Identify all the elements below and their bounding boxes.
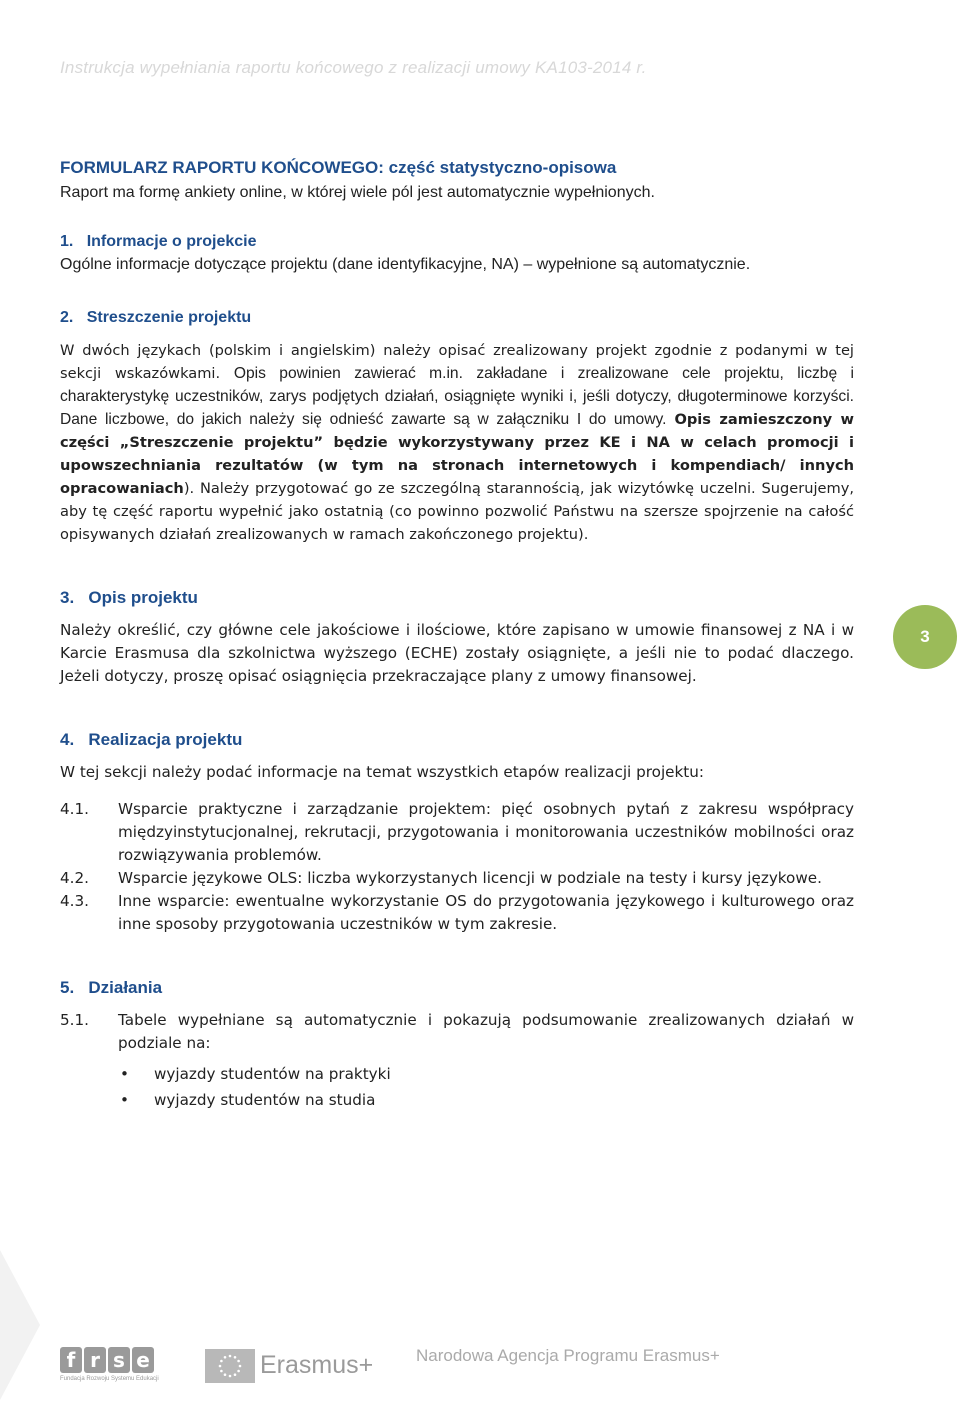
section-4-title: Realizacja projektu — [88, 730, 243, 749]
bullet-item — [118, 1087, 854, 1113]
bullet-text: wyjazdy studentów na studia — [154, 1091, 376, 1109]
form-subtitle: Raport ma formę ankiety online, w której wiele pól jest automatycznie wypełnionych. — [60, 184, 655, 201]
section-4-list — [60, 798, 854, 936]
section-3-text: Należy określić, czy główne cele jakościowe i ilościowe, które zapisano w umowie finansowej z NA i w Karcie Erasmusa dla szkolnictwa wyższego (ECHE) zostały osiągnięte, a jeśli nie to podać dlaczego. Jeżeli dotyczy, proszę opisać osiągnięcia przekraczające plany z umowy finansowej. — [60, 621, 854, 685]
section-1-number: 1. — [60, 233, 74, 250]
section-1-heading — [60, 230, 854, 253]
list-item — [60, 890, 854, 936]
section-2-p2: Opis powinien zawierać m.in. zakładane i zrealizowane cele projektu, liczbę i charakterystykę uczestników, zarys podjętych działań, osiągnięte wyniki i, jeśli dotyczy, długoterminowe korzyści. — [60, 365, 854, 405]
list-item-text: Tabele wypełniane są automatycznie i pokazują podsumowanie zrealizowanych działań w podziale na: — [118, 1011, 854, 1052]
list-item — [60, 867, 854, 890]
section-5-number: 5. — [60, 978, 75, 997]
list-item-number: 4.3. — [60, 892, 89, 910]
section-5-title: Działania — [88, 978, 163, 997]
section-3-title: Opis projektu — [88, 588, 198, 607]
section-5-list — [60, 1009, 854, 1055]
running-header: Instrukcja wypełniania raportu końcowego z realizacji umowy KA103-2014 r. — [60, 58, 647, 77]
bullet-icon: • — [120, 1091, 129, 1109]
list-item-number: 4.2. — [60, 869, 89, 887]
section-2-title: Streszczenie projektu — [86, 309, 252, 326]
document-body — [60, 155, 854, 1113]
frse-logo — [60, 1347, 160, 1389]
erasmus-plus-logo: Erasmus+ — [260, 1351, 374, 1379]
section-2-number: 2. — [60, 309, 74, 326]
bullet-icon: • — [120, 1065, 129, 1083]
bullet-list — [118, 1061, 854, 1113]
section-2-p3: Dane liczbowe, do jakich należy się odnieść zawarte są w załączniku I do umowy. — [60, 411, 667, 428]
section-1-title: Informacje o projekcie — [86, 233, 257, 250]
footer-logos — [60, 1345, 400, 1395]
section-4-number: 4. — [60, 730, 75, 749]
section-4-heading — [60, 728, 854, 751]
footer-agency-name: Narodowa Agencja Programu Erasmus+ — [416, 1346, 720, 1365]
page-number: 3 — [920, 627, 930, 646]
bullet-text: wyjazdy studentów na praktyki — [154, 1065, 391, 1083]
frse-letter: e — [132, 1347, 154, 1373]
page-number-badge — [893, 605, 957, 669]
frse-letter: f — [60, 1347, 82, 1373]
frse-letter: s — [108, 1347, 130, 1373]
frse-caption: Fundacja Rozwoju Systemu Edukacji — [60, 1376, 159, 1382]
section-2-text — [60, 339, 854, 546]
section-3-number: 3. — [60, 588, 75, 607]
form-title: FORMULARZ RAPORTU KOŃCOWEGO: część statystyczno-opisowa — [60, 158, 617, 177]
eu-flag-icon — [205, 1349, 255, 1383]
list-item — [60, 1009, 854, 1055]
section-2-p5: ). Należy przygotować go ze szczególną starannością, jak wizytówkę uczelni. Sugerujemy, aby tę część raportu wypełnić jako ostatnią (co powinno pozwolić Państwu na szersze spojrzenie na całość opisywanych działań zrealizowanych w ramach zakończonego projektu). — [60, 480, 854, 543]
frse-letter: r — [84, 1347, 106, 1373]
section-2-p1: W dwóch językach (polskim i angielskim) należy opisać zrealizowany projekt zgodnie z podanymi w tej sekcji wskazówkami. — [60, 342, 854, 382]
list-item-text: Inne wsparcie: ewentualne wykorzystanie OS do przygotowania językowego i kulturowego oraz inne sposoby przygotowania uczestników w tym zakresie. — [118, 892, 854, 933]
list-item-text: Wsparcie językowe OLS: liczba wykorzystanych licencji w podziale na testy i kursy językowe. — [118, 869, 822, 887]
section-1-text: Ogólne informacje dotyczące projektu (dane identyfikacyjne, NA) – wypełnione są automatycznie. — [60, 256, 751, 273]
decorative-triangle — [0, 1250, 40, 1400]
section-2-heading — [60, 306, 854, 329]
list-item-number: 5.1. — [60, 1011, 89, 1029]
section-5-heading — [60, 976, 854, 999]
section-4-intro: W tej sekcji należy podać informacje na temat wszystkich etapów realizacji projektu: — [60, 763, 705, 781]
list-item-text: Wsparcie praktyczne i zarządzanie projektem: pięć osobnych pytań z zakresu współpracy międzyinstytucjonalnej, rekrutacji, przygotowania i monitorowania uczestników mobilności oraz rozwiązywania problemów. — [118, 800, 854, 864]
section-3-heading — [60, 586, 854, 609]
section-2-p4-bold: Opis zamieszczony w części „Streszczenie projektu” będzie wykorzystywany przez KE i NA w celach promocji i upowszechniania rezultatów (w tym na stronach internetowych i kompendiach/ innych opracowaniach — [60, 411, 855, 497]
list-item-number: 4.1. — [60, 800, 89, 818]
list-item — [60, 798, 854, 867]
bullet-item — [118, 1061, 854, 1087]
